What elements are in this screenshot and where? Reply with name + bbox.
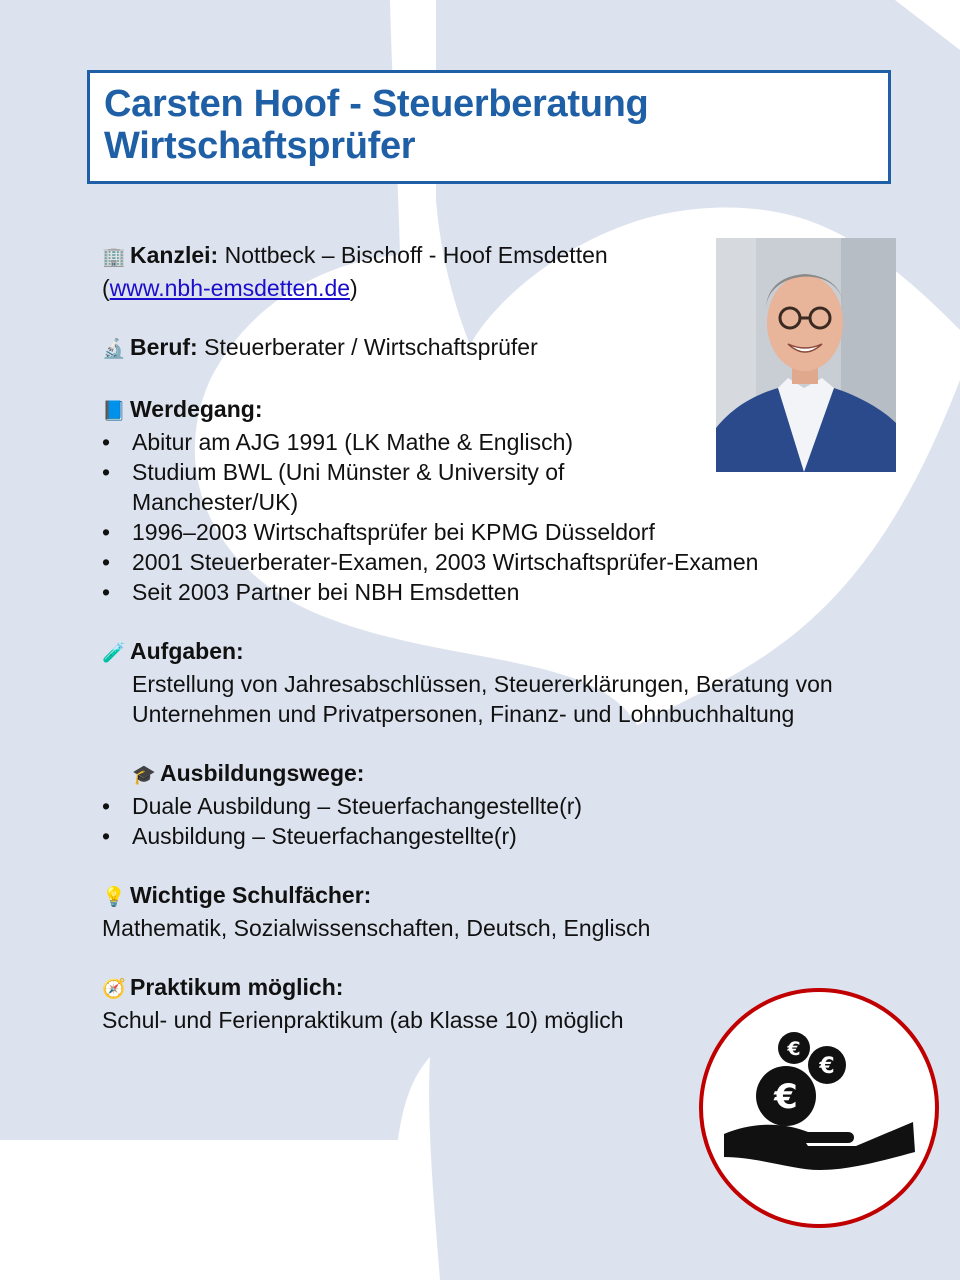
list-item: • Seit 2003 Partner bei NBH Emsdetten (102, 579, 520, 605)
beruf-line (102, 332, 892, 365)
bullet: • (102, 793, 111, 819)
paren-open: ( (102, 275, 110, 301)
compass-icon: 🧭 (102, 979, 126, 1000)
office-building-icon: 🏢 (102, 247, 126, 268)
aufgaben-text-line-2: Unternehmen und Privatpersonen, Finanz- und Lohnbuchhaltung (132, 701, 795, 727)
bullet: • (102, 549, 111, 575)
aufgaben-heading (102, 636, 892, 669)
praktikum-value: Schul- und Ferienpraktikum (ab Klasse 10) möglich (102, 1007, 624, 1033)
list-item: • Duale Ausbildung – Steuerfachangestellte(r) (102, 793, 583, 819)
bullet: • (102, 823, 111, 849)
paren-close: ) (350, 275, 358, 301)
bullet: • (102, 429, 111, 455)
werdegang-list (102, 427, 892, 607)
list-item: • 1996–2003 Wirtschaftsprüfer bei KPMG Düsseldorf (102, 519, 655, 545)
blue-book-icon: 📘 (102, 401, 126, 422)
bullet: • (102, 459, 111, 485)
kanzlei-label: Kanzlei: (130, 242, 219, 268)
list-item: • Studium BWL (Uni Münster & University of (102, 459, 565, 485)
schulfaecher-label: Wichtige Schulfächer: (130, 882, 372, 908)
beruf-label: Beruf: (130, 334, 198, 360)
ausbildungswege-label: Ausbildungswege: (160, 760, 365, 786)
werdegang-heading (102, 394, 892, 427)
aufgaben-text-line-1: Erstellung von Jahresabschlüssen, Steuererklärungen, Beratung von (132, 671, 833, 697)
schulfaecher-value: Mathematik, Sozialwissenschaften, Deutsch, Englisch (102, 915, 651, 941)
kanzlei-value: Nottbeck – Bischoff - Hoof Emsdetten (224, 242, 608, 268)
ausbildungswege-list (102, 791, 892, 851)
bullet: • (102, 519, 111, 545)
graduation-cap-icon: 🎓 (132, 765, 156, 786)
test-tube-icon: 🧪 (102, 643, 126, 664)
list-item-continuation: Manchester/UK) (132, 489, 299, 515)
list-item: • Ausbildung – Steuerfachangestellte(r) (102, 823, 517, 849)
light-bulb-icon: 💡 (102, 887, 126, 908)
microscope-icon: 🔬 (102, 339, 126, 360)
euro-symbol-medium: € (819, 1054, 835, 1079)
kanzlei-website-line (102, 273, 892, 303)
euro-symbol-small: € (787, 1038, 801, 1060)
profile-content (102, 240, 892, 1035)
title-box (87, 70, 891, 184)
kanzlei-website-link[interactable]: www.nbh-emsdetten.de (109, 275, 351, 301)
kanzlei-line (102, 240, 892, 273)
praktikum-label: Praktikum möglich: (130, 974, 344, 1000)
euro-symbol-large: € (774, 1077, 798, 1117)
list-item: • 2001 Steuerberater-Examen, 2003 Wirtschaftsprüfer-Examen (102, 549, 759, 575)
aufgaben-label: Aufgaben: (130, 638, 244, 664)
page-title-line-1: Carsten Hoof - Steuerberatung (104, 83, 649, 125)
list-item: • Abitur am AJG 1991 (LK Mathe & Englisch) (102, 429, 574, 455)
page-title-line-2: Wirtschaftsprüfer (104, 125, 416, 167)
ausbildungswege-heading (102, 758, 892, 791)
beruf-value: Steuerberater / Wirtschaftsprüfer (204, 334, 538, 360)
werdegang-label: Werdegang: (130, 396, 263, 422)
schulfaecher-heading (102, 880, 892, 913)
euro-hand-icon (698, 982, 940, 1234)
bullet: • (102, 579, 111, 605)
